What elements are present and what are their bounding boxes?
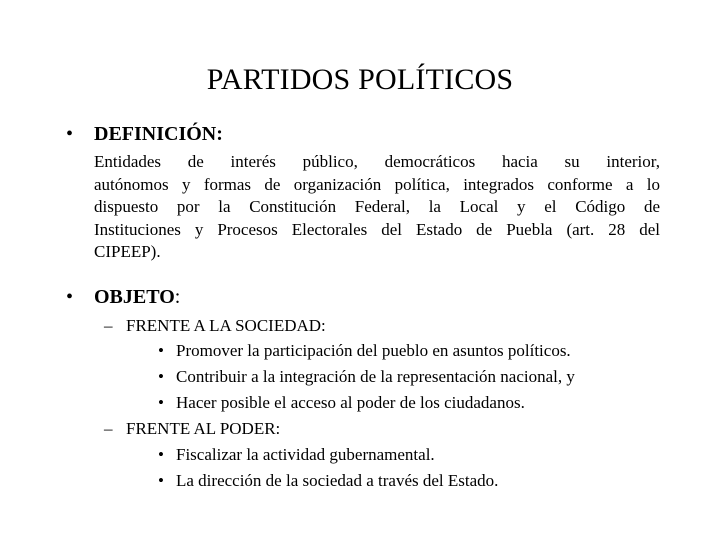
bullet-icon: • [66,123,74,145]
list-item-text: Hacer posible el acceso al poder de los ciudadanos. [176,393,525,412]
bullet-icon: • [158,367,164,386]
list-item-text: Contribuir a la integración de la representación nacional, y [176,367,575,386]
objeto-colon: : [174,286,181,308]
bullet-icon: • [158,445,164,464]
objeto-bullet [66,285,180,309]
dash-icon: – [104,419,113,438]
list-item-text: Promover la participación del pueblo en asuntos políticos. [176,341,571,360]
definicion-line: autónomos y formas de organización política, integrados conforme a lo [94,174,660,194]
list-item-text: La dirección de la sociedad a través del Estado. [176,471,499,490]
group-poder-heading [104,418,280,440]
list-item [158,340,571,362]
group-sociedad-heading [104,315,326,337]
group-label: FRENTE A LA SOCIEDAD: [126,316,326,335]
definicion-label: DEFINICIÓN: [94,123,223,145]
list-item [158,392,525,414]
bullet-icon: • [158,341,164,360]
bullet-icon: • [66,286,74,308]
group-label: FRENTE AL PODER: [126,419,281,438]
definicion-line: Entidades de interés público, democráticos hacia su interior, [94,152,660,171]
definicion-text [94,151,660,264]
dash-icon: – [104,316,113,335]
slide-title: PARTIDOS POLÍTICOS [206,63,514,96]
bullet-icon: • [158,471,164,490]
objeto-heading [94,285,180,309]
definicion-line: dispuesto por la Constitución Federal, la Local y el Código de [94,197,660,216]
definicion-bullet [66,122,223,146]
definicion-line: Instituciones y Procesos Electorales del Estado de Puebla (art. 28 del [94,219,660,239]
list-item [158,470,498,492]
list-item [158,444,435,466]
bullet-icon: • [158,393,164,412]
list-item [158,366,575,388]
objeto-label: OBJETO [94,286,175,308]
definicion-line: CIPEEP). [94,242,161,261]
list-item-text: Fiscalizar la actividad gubernamental. [176,445,435,464]
